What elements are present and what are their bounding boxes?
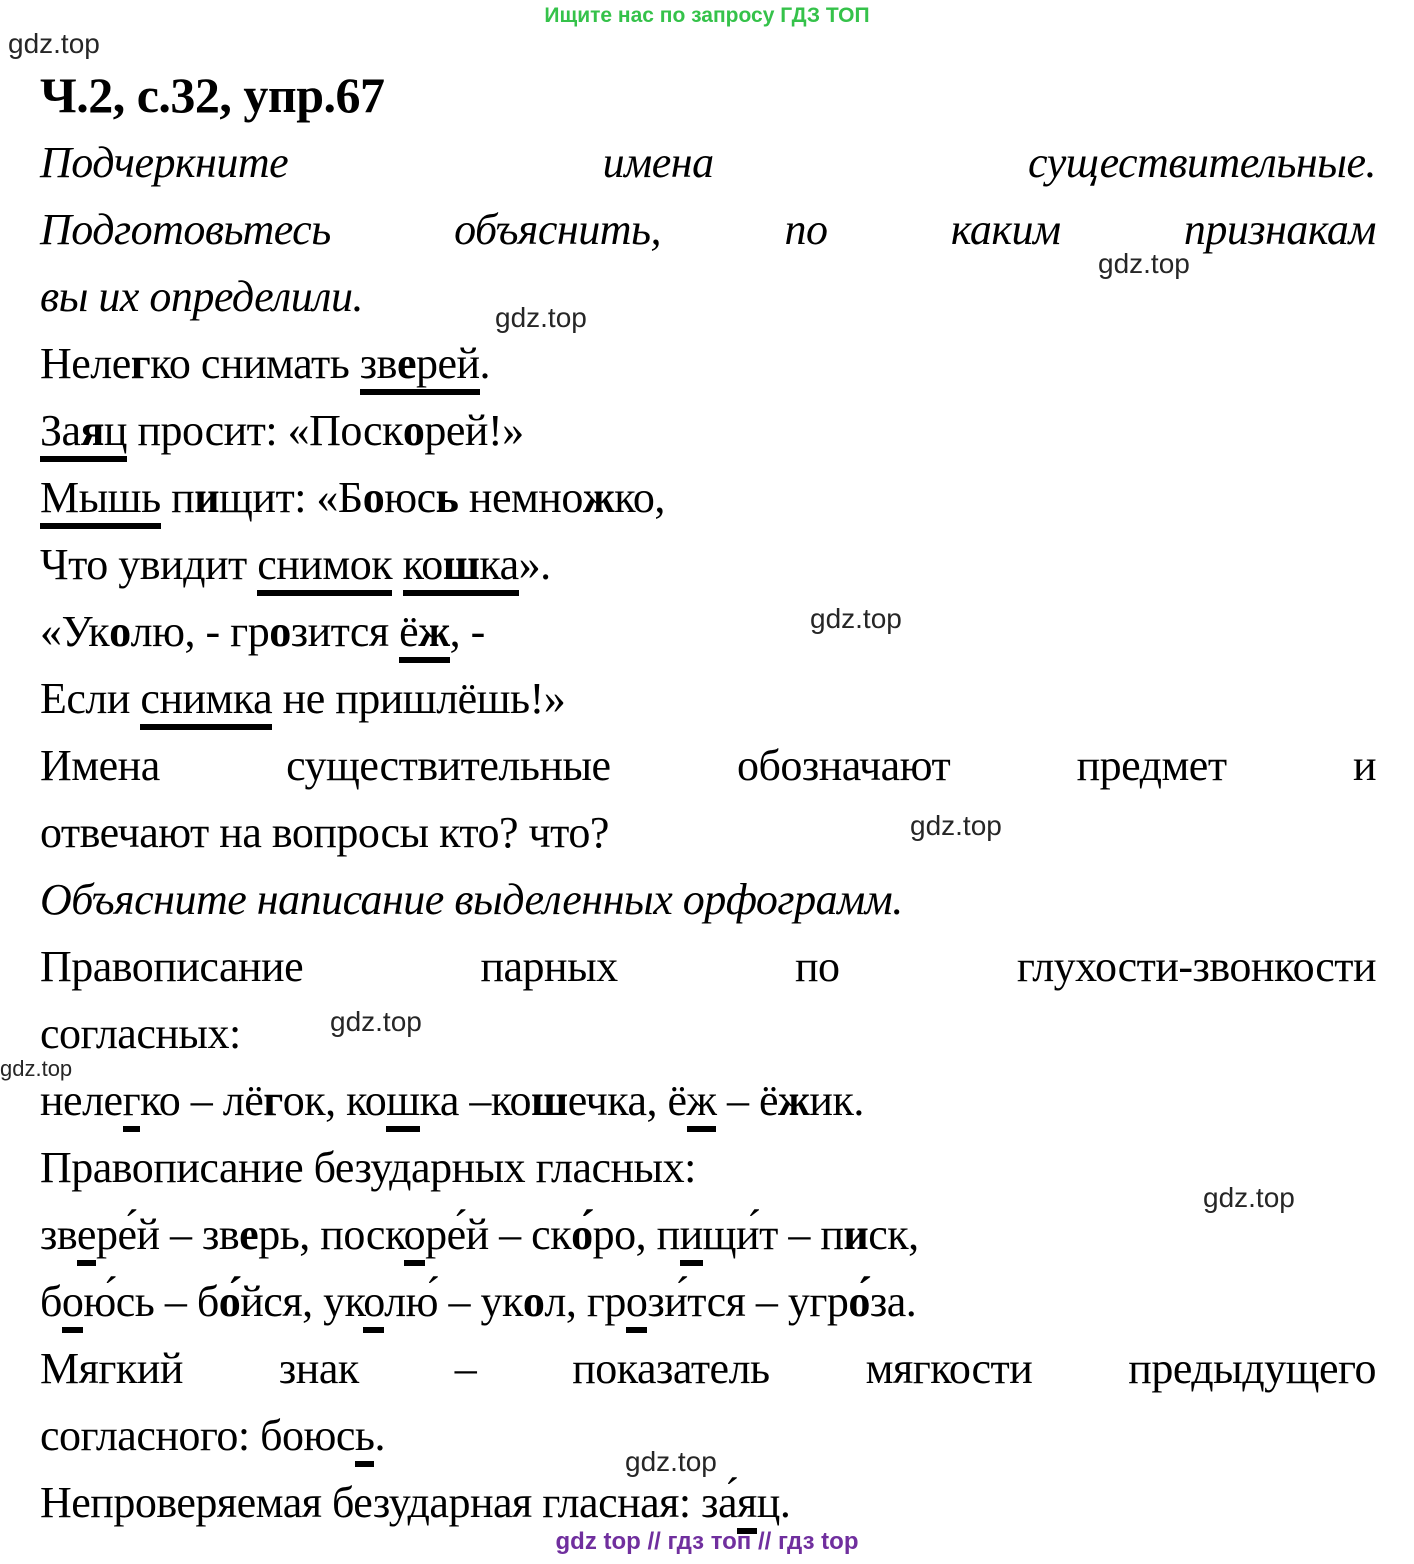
rule-line: Правописание безударных гласных: [40,1143,696,1192]
examples-line: бою́сь – бо́йся, уколю́ – укол, грози́тся – угро́за. [40,1268,1376,1335]
poem-line: Мышь пищит: «Боюсь немножко, [40,464,1376,531]
exercise-content [40,62,1376,1536]
examples-line: звере́й – зверь, поскоре́й – ско́ро, пищи́т – писк, [40,1201,1376,1268]
poem-line: Нелегко снимать зверей. [40,330,1376,397]
examples-line: нелегко – лёгок, кошка –кошечка, ёж – ёжик. [40,1067,1376,1134]
watermark-gdz-top: gdz.top [625,1446,717,1477]
examples-line: согласного: боюсь. [40,1402,1376,1469]
watermark-gdz-top: gdz.top [910,810,1002,841]
poem-line: Если снимка не пришлёшь!» [40,665,1376,732]
rule-line: согласных: [40,1009,241,1058]
watermark-gdz-top: gdz.top [810,603,902,634]
definition-line: Имена существительные обозначают предмет и [40,741,1376,790]
rule-line: Правописание парных по глухости-звонкости [40,942,1376,991]
watermark-gdz-top: gdz.top [0,1056,73,1081]
task-text-line: Объясните написание выделенных орфограмм. [40,875,903,924]
task-text-line: Подготовьтесь объяснить, по каким признакам [40,205,1376,254]
poem-line: «Уколю, - грозится ёж, - [40,598,1376,665]
rule-line: Мягкий знак – показатель мягкости предыдущего [40,1344,1376,1393]
exercise-heading: Ч.2, с.32, упр.67 [40,67,385,123]
definition-line: отвечают на вопросы кто? что? [40,808,609,857]
poem-line: Заяц просит: «Поскорей!» [40,397,1376,464]
examples-line: Непроверяемая безударная гласная: за́яц. [40,1469,1376,1536]
watermark-gdz-top: gdz.top [495,302,587,333]
promo-banner: Ищите нас по запросу ГДЗ ТОП [544,4,870,27]
poem-line: Что увидит снимок кошка». [40,531,1376,598]
watermark-gdz-top: gdz.top [8,28,100,59]
task-text-line: вы их определили. [40,272,363,321]
footer-watermark: gdz top // гдз топ // гдз top [555,1528,859,1555]
watermark-gdz-top: gdz.top [330,1006,422,1037]
watermark-gdz-top: gdz.top [1203,1182,1295,1213]
task-text-line: Подчеркните имена существительные. [40,138,1376,187]
watermark-gdz-top: gdz.top [1098,248,1190,279]
